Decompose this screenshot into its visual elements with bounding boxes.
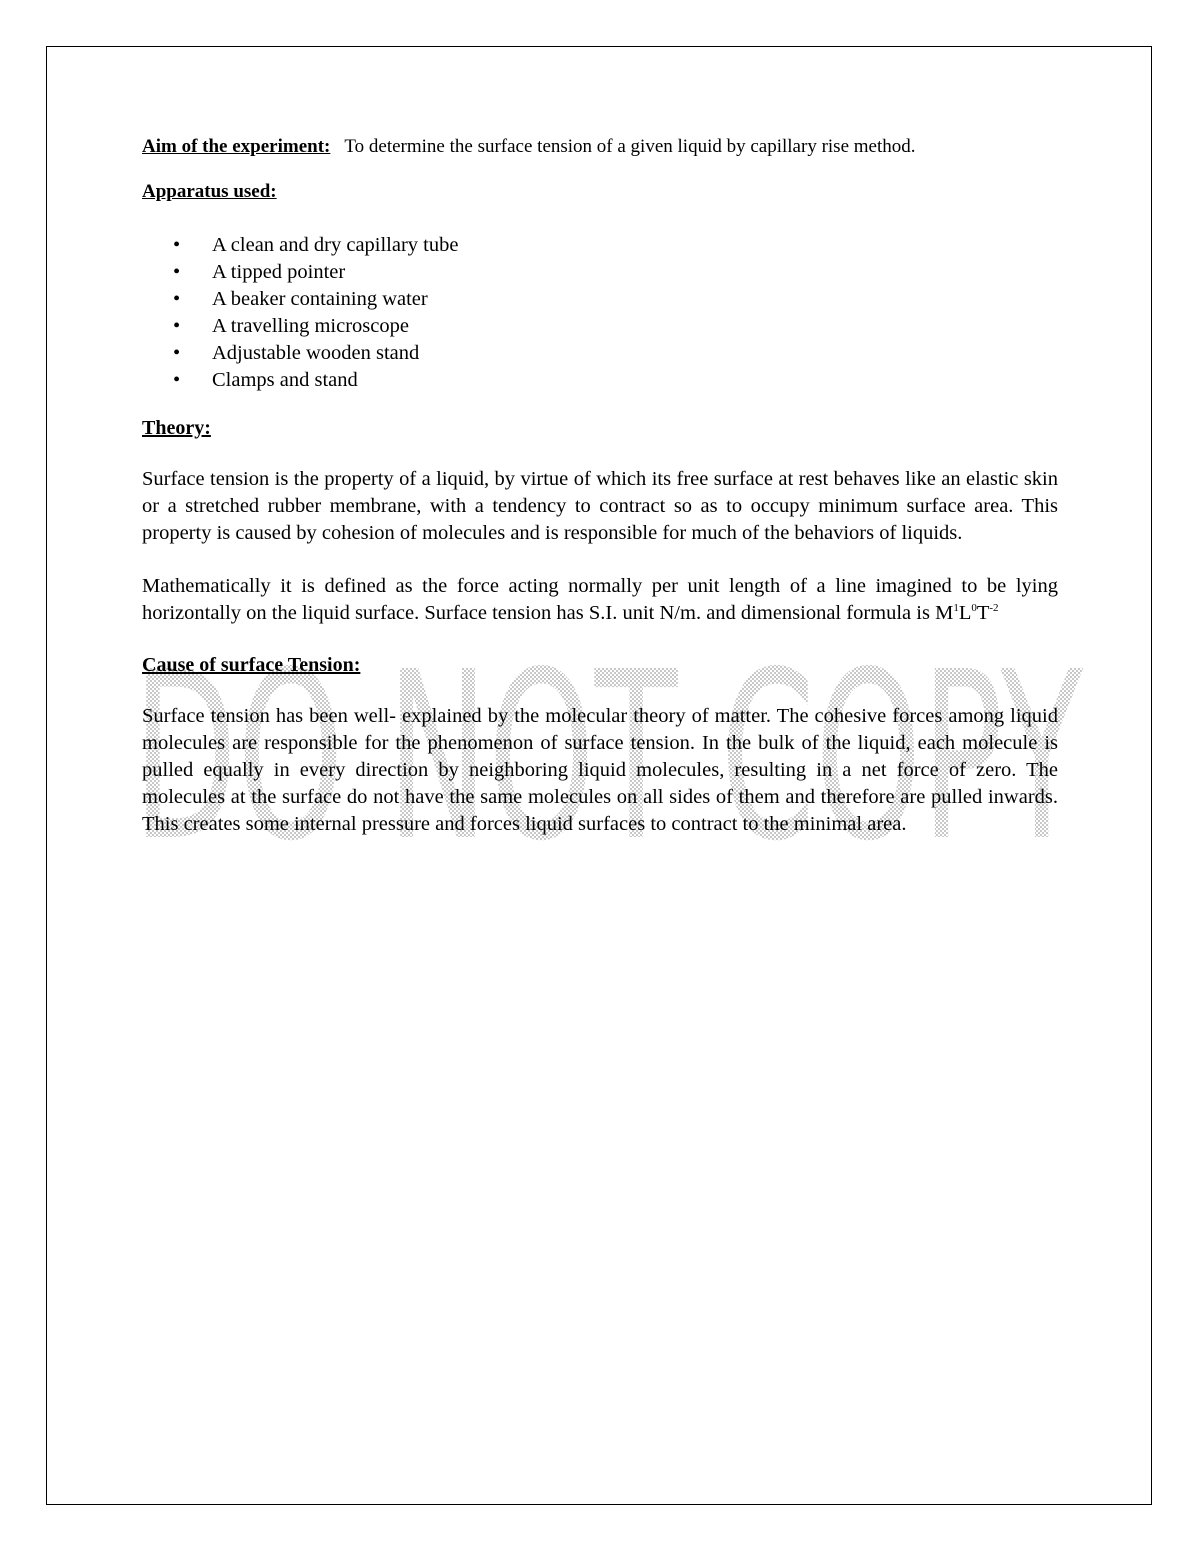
bullet-icon: • <box>173 287 181 310</box>
theory-heading: Theory: <box>142 416 211 439</box>
list-item: • Adjustable wooden stand <box>142 340 1058 367</box>
theory-paragraph-1: Surface tension is the property of a liquid, by virtue of which its free surface at rest behaves like an elastic skin or a stretched rubber membrane, with a tendency to contract so as to occupy minimum surface area. This property is caused by cohesion of molecules and is responsible for much of the behaviors of liquids. <box>142 467 1058 544</box>
aim-line <box>142 136 1058 159</box>
document-body <box>142 136 1058 838</box>
bullet-icon: • <box>173 314 181 337</box>
list-item: • A clean and dry capillary tube <box>142 232 1058 259</box>
apparatus-list <box>142 232 1058 394</box>
list-item: • A beaker containing water <box>142 286 1058 313</box>
cause-paragraph: Surface tension has been well- explained by the molecular theory of matter. The cohesive forces among liquid molecules are responsible for the phenomenon of surface tension. In the bulk of the liquid, each molecule is pulled equally in every direction by neighboring liquid molecules, resulting in a net force of zero. The molecules at the surface do not have the same molecules on all sides of them and therefore are pulled inwards. This creates some internal pressure and forces liquid surfaces to contract to the minimal area. <box>142 704 1058 835</box>
theory-paragraph-2 <box>142 573 1058 627</box>
list-item: • Clamps and stand <box>142 367 1058 394</box>
bullet-icon: • <box>173 341 181 364</box>
bullet-icon: • <box>173 368 181 391</box>
bullet-icon: • <box>173 233 181 256</box>
aim-heading: Aim of the experiment: <box>142 136 331 157</box>
list-item: • A travelling microscope <box>142 313 1058 340</box>
bullet-icon: • <box>173 260 181 283</box>
aim-text: To determine the surface tension of a given liquid by capillary rise method. <box>344 136 916 157</box>
list-item: • A tipped pointer <box>142 259 1058 286</box>
theory-paragraph-2-text: Mathematically it is defined as the force acting normally per unit length of a line imagined to be lying horizontally on the liquid surface. Surface tension has S.I. unit N/m. and dimensional formula is <box>142 574 1058 624</box>
cause-heading: Cause of surface Tension: <box>142 653 361 676</box>
watermark-text: DO NOT COPY <box>133 642 1084 852</box>
apparatus-heading: Apparatus used: <box>142 180 277 202</box>
dimensional-formula: $M^1L^0T^{-2}$ <box>935 601 999 624</box>
